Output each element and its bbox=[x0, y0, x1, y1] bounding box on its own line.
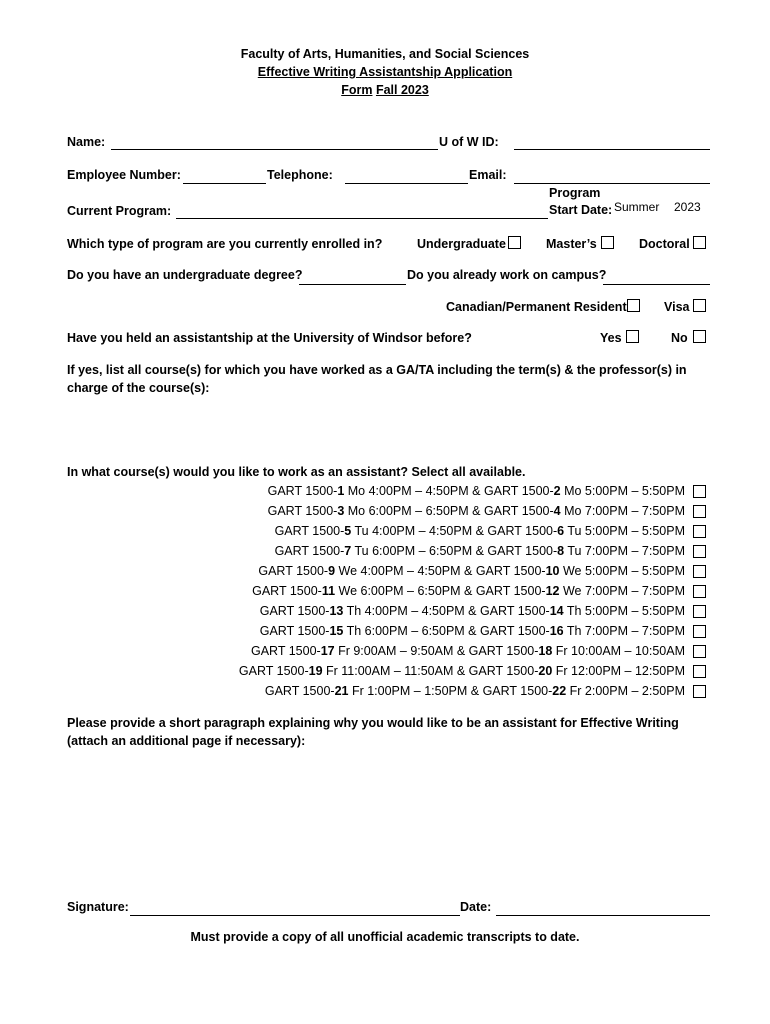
masters-checkbox[interactable] bbox=[601, 236, 614, 249]
course-option-row bbox=[251, 644, 685, 658]
course-code-a: GART 1500- bbox=[264, 684, 335, 698]
course-option-row bbox=[258, 564, 685, 578]
course-time-b: Fr 12:00PM – 12:50PM bbox=[552, 664, 685, 678]
course-section-b: 20 bbox=[538, 664, 553, 678]
assistantship-question: Have you held an assistantship at the University of Windsor before? bbox=[67, 331, 472, 345]
doctoral-checkbox[interactable] bbox=[693, 236, 706, 249]
course-time-a: Fr 1:00PM – 1:50PM & GART 1500- bbox=[348, 684, 553, 698]
course-section-a: 5 bbox=[344, 524, 352, 538]
course-time-a: Th 6:00PM – 6:50PM & GART 1500- bbox=[343, 624, 550, 638]
course-option-checkbox[interactable] bbox=[693, 585, 706, 598]
course-code-a: GART 1500- bbox=[259, 624, 330, 638]
course-section-a: 17 bbox=[320, 644, 335, 658]
employee-number-label: Employee Number: bbox=[67, 168, 181, 182]
course-code-a: GART 1500- bbox=[259, 604, 330, 618]
course-time-a: Fr 9:00AM – 9:50AM & GART 1500- bbox=[334, 644, 539, 658]
faculty-title: Faculty of Arts, Humanities, and Social Sciences bbox=[240, 47, 530, 61]
course-time-b: We 7:00PM – 7:50PM bbox=[559, 584, 685, 598]
course-time-a: Mo 4:00PM – 4:50PM & GART 1500- bbox=[344, 484, 554, 498]
course-time-b: Tu 5:00PM – 5:50PM bbox=[564, 524, 685, 538]
course-option-row bbox=[268, 504, 685, 518]
program-type-question: Which type of program are you currently enrolled in? bbox=[67, 237, 383, 251]
no-label: No bbox=[671, 331, 688, 345]
course-option-row bbox=[260, 604, 685, 618]
course-section-b: 10 bbox=[545, 564, 560, 578]
course-time-a: We 6:00PM – 6:50PM & GART 1500- bbox=[335, 584, 546, 598]
course-code-a: GART 1500- bbox=[274, 524, 345, 538]
course-time-a: Th 4:00PM – 4:50PM & GART 1500- bbox=[343, 604, 550, 618]
course-section-b: 12 bbox=[545, 584, 560, 598]
course-option-row bbox=[260, 624, 685, 638]
course-section-b: 22 bbox=[552, 684, 567, 698]
course-option-checkbox[interactable] bbox=[693, 525, 706, 538]
paragraph-prompt: Please provide a short paragraph explaining why you would like to be an assistant for Effective Writing (attach an additional page if necessary): bbox=[67, 716, 679, 748]
no-checkbox[interactable] bbox=[693, 330, 706, 343]
course-code-a: GART 1500- bbox=[238, 664, 309, 678]
course-section-a: 19 bbox=[308, 664, 323, 678]
course-section-b: 8 bbox=[557, 544, 565, 558]
campus-work-field[interactable] bbox=[603, 284, 710, 285]
course-section-a: 21 bbox=[334, 684, 349, 698]
course-section-a: 3 bbox=[337, 504, 345, 518]
yes-label: Yes bbox=[600, 331, 622, 345]
course-time-b: Fr 10:00AM – 10:50AM bbox=[552, 644, 685, 658]
course-option-row bbox=[265, 684, 685, 698]
canadian-resident-label: Canadian/Permanent Resident bbox=[446, 300, 627, 314]
course-time-a: Tu 6:00PM – 6:50PM & GART 1500- bbox=[351, 544, 558, 558]
course-section-b: 18 bbox=[538, 644, 553, 658]
course-section-b: 4 bbox=[553, 504, 561, 518]
name-field[interactable] bbox=[111, 149, 438, 150]
form-term bbox=[0, 83, 770, 97]
course-code-a: GART 1500- bbox=[267, 504, 338, 518]
signature-field[interactable] bbox=[130, 915, 460, 916]
course-option-row bbox=[268, 484, 685, 498]
course-option-checkbox[interactable] bbox=[693, 625, 706, 638]
current-program-field[interactable] bbox=[176, 218, 548, 219]
term-label: Fall 2023 bbox=[375, 83, 429, 97]
course-option-row bbox=[275, 544, 685, 558]
course-time-a: Fr 11:00AM – 11:50AM & GART 1500- bbox=[322, 664, 539, 678]
course-code-a: GART 1500- bbox=[267, 484, 338, 498]
courses-question: In what course(s) would you like to work as an assistant? Select all available. bbox=[67, 465, 526, 479]
course-section-b: 16 bbox=[549, 624, 564, 638]
course-option-checkbox[interactable] bbox=[693, 485, 706, 498]
course-option-checkbox[interactable] bbox=[693, 665, 706, 678]
signature-label: Signature: bbox=[67, 900, 129, 914]
employee-number-field[interactable] bbox=[183, 183, 266, 184]
date-label: Date: bbox=[460, 900, 492, 914]
course-section-a: 15 bbox=[329, 624, 344, 638]
campus-work-question: Do you already work on campus? bbox=[407, 268, 607, 282]
undergraduate-label: Undergraduate bbox=[417, 237, 506, 251]
course-section-a: 7 bbox=[344, 544, 352, 558]
course-section-b: 6 bbox=[557, 524, 565, 538]
course-time-b: Mo 7:00PM – 7:50PM bbox=[560, 504, 685, 518]
course-option-checkbox[interactable] bbox=[693, 645, 706, 658]
undergraduate-checkbox[interactable] bbox=[508, 236, 521, 249]
course-section-b: 14 bbox=[549, 604, 564, 618]
form-label: Form bbox=[341, 83, 373, 97]
date-field[interactable] bbox=[496, 915, 710, 916]
course-option-row bbox=[252, 584, 685, 598]
course-time-b: We 5:00PM – 5:50PM bbox=[559, 564, 685, 578]
course-code-a: GART 1500- bbox=[274, 544, 345, 558]
email-label: Email: bbox=[469, 168, 507, 182]
course-time-b: Th 5:00PM – 5:50PM bbox=[563, 604, 685, 618]
course-time-b: Tu 7:00PM – 7:50PM bbox=[564, 544, 685, 558]
transcript-note: Must provide a copy of all unofficial academic transcripts to date. bbox=[190, 930, 580, 944]
telephone-field[interactable] bbox=[345, 183, 468, 184]
course-section-a: 9 bbox=[328, 564, 336, 578]
course-code-a: GART 1500- bbox=[258, 564, 329, 578]
current-program-label: Current Program: bbox=[67, 204, 172, 218]
program-start-label-2: Start Date: bbox=[549, 203, 613, 217]
course-code-a: GART 1500- bbox=[250, 644, 321, 658]
name-label: Name: bbox=[67, 135, 106, 149]
visa-label: Visa bbox=[664, 300, 690, 314]
course-time-b: Fr 2:00PM – 2:50PM bbox=[566, 684, 685, 698]
undergrad-degree-question: Do you have an undergraduate degree? bbox=[67, 268, 303, 282]
course-section-a: 13 bbox=[329, 604, 344, 618]
uwid-label: U of W ID: bbox=[439, 135, 499, 149]
start-year-value[interactable]: 2023 bbox=[674, 200, 701, 214]
uwid-field[interactable] bbox=[514, 149, 710, 150]
course-option-checkbox[interactable] bbox=[693, 605, 706, 618]
course-option-checkbox[interactable] bbox=[693, 685, 706, 698]
telephone-label: Telephone: bbox=[267, 168, 333, 182]
email-field[interactable] bbox=[514, 183, 710, 184]
doctoral-label: Doctoral bbox=[639, 237, 690, 251]
visa-checkbox[interactable] bbox=[693, 299, 706, 312]
course-section-a: 1 bbox=[337, 484, 345, 498]
course-time-b: Mo 5:00PM – 5:50PM bbox=[560, 484, 685, 498]
ga-ta-history-prompt: If yes, list all course(s) for which you have worked as a GA/TA including the term(s) & the professor(s) in charge of the course(s): bbox=[67, 363, 687, 395]
course-option-checkbox[interactable] bbox=[693, 505, 706, 518]
canadian-resident-checkbox[interactable] bbox=[627, 299, 640, 312]
form-title-text: Effective Writing Assistantship Application bbox=[257, 65, 513, 79]
course-time-a: We 4:00PM – 4:50PM & GART 1500- bbox=[335, 564, 546, 578]
form-title bbox=[0, 65, 770, 79]
course-time-a: Mo 6:00PM – 6:50PM & GART 1500- bbox=[344, 504, 554, 518]
undergrad-degree-field[interactable] bbox=[299, 284, 406, 285]
course-option-row bbox=[239, 664, 685, 678]
paragraph-area[interactable] bbox=[67, 755, 710, 890]
course-option-checkbox[interactable] bbox=[693, 565, 706, 578]
course-option-row bbox=[275, 524, 685, 538]
yes-checkbox[interactable] bbox=[626, 330, 639, 343]
course-time-b: Th 7:00PM – 7:50PM bbox=[563, 624, 685, 638]
start-term-value[interactable]: Summer bbox=[614, 200, 660, 214]
course-time-a: Tu 4:00PM – 4:50PM & GART 1500- bbox=[351, 524, 558, 538]
ga-ta-history-area[interactable] bbox=[67, 400, 710, 455]
course-section-a: 11 bbox=[321, 584, 336, 598]
course-option-checkbox[interactable] bbox=[693, 545, 706, 558]
masters-label: Master’s bbox=[546, 237, 597, 251]
course-code-a: GART 1500- bbox=[252, 584, 322, 598]
program-start-label-1: Program bbox=[549, 186, 601, 200]
course-section-b: 2 bbox=[553, 484, 561, 498]
